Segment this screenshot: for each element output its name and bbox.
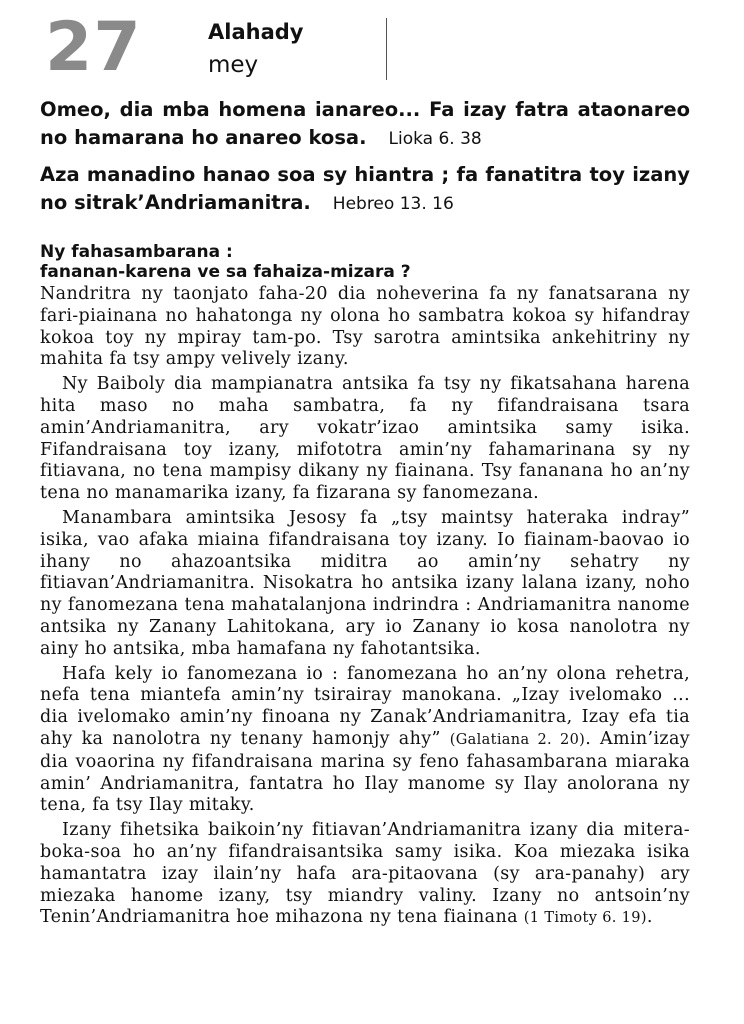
verse-reference: Lioka 6. 38 [388,129,482,149]
paragraph-text: Ny Baiboly dia mampianatra antsika fa tsy ny fikatsahana harena hita maso no maha sambatra, fa ny fifandraisana tsara amin’Andriamanitra, ary vokatr’izao amintsika samy isika. Fifandraisana toy izany, mifototra amin’ny fahamarinana sy ny fitiavana, no tena mampisy dikany ny fiainana. Tsy fananana ho an’ny tena no manamarika izany, fa fizarana sy fanomezana. [40,374,690,504]
heading-line-2: fananan-karena ve sa fahaiza-mizara ? [40,262,411,282]
paragraph-2 [40,374,690,505]
paragraph-1 [40,284,690,371]
scripture-citation: (1 Timoty 6. 19) [523,910,647,927]
paragraph-text: Manambara amintsika Jesosy fa „tsy maintsy hateraka indray” isika, vao afaka miaina fifandraisana toy izany. Io fiainam-baovao io ihany no ahazoantsika miditra ao amin’ny sehatry ny fitiavan’Andriamanitra. Nisokatra ho antsika izany lalana izany, noho ny fanomezana tena mahatalanjona indrindra : Andriamanitra nanome antsika ny Zanany Lahitokana, ary io Zanany io kosa nanolotra ny ainy ho antsika, mba hamafana ny fahotantsika. [40,507,690,659]
body-text [40,284,690,930]
weekday-label: Alahady [208,20,304,44]
section-heading [40,242,690,282]
paragraph-4 [40,664,690,818]
verse-reference: Hebreo 13. 16 [332,194,454,214]
day-number: 27 [45,8,142,87]
verse-text: Omeo, dia mba homena ianareo... Fa izay fatra ataonareo no hamarana ho anareo kosa. [40,98,690,149]
devotional-page [40,8,691,933]
paragraph-text-after: . Amin’izay dia voaorina ny fifandraisana marina sy feno fahasambarana miaraka amin’ Andriamanitra, fantatra ho Ilay manome sy Ilay anolorana ny tena, fa tsy Ilay mitaky. [40,728,691,816]
date-header [40,8,690,96]
paragraph-text: Hafa kely io fanomezana io : fanomezana ho an’ny olona rehetra, nefa tena miantefa amin’ny tsirairay manokana. „Izay ivelomako ... dia ivelomako amin’ny finoana ny Zanak’Andriamanitra, Izay efa tia ahy ka nanolotra ny tenany hamonjy ahy” [40,663,690,749]
heading-line-1: Ny fahasambarana : [40,242,233,262]
paragraph-5 [40,820,690,930]
month-label: mey [208,52,259,78]
verse-1 [40,96,690,153]
paragraph-3 [40,508,690,661]
verse-text: Aza manadino hanao soa sy hiantra ; fa fanatitra toy izany no sitrak’Andriamanitra. [40,163,690,214]
paragraph-text: Izany fihetsika baikoin’ny fitiavan’Andriamanitra izany dia mitera-boka-soa ho an’ny fifandraisantsika samy isika. Koa miezaka isika hamantatra izay ilain’ny hafa ara-pitaovana (sy ara-panahy) ary miezaka hanome izany, tsy miandry valiny. Izany no antsoin’ny Tenin’Andriamanitra hoe mihazona ny tena fiainana [40,820,690,928]
verse-2 [40,161,690,218]
paragraph-text-after: . [646,907,653,928]
scripture-citation: (Galatiana 2. 20) [449,731,586,748]
paragraph-text: Nandritra ny taonjato faha-20 dia noheverina fa ny fanatsarana ny fari-piainana no hahatonga ny olona ho sambatra kokoa sy hifandray kokoa toy ny mpiray tam-po. Tsy sarotra amintsika ankehitriny ny mahita fa tsy ampy velively izany. [40,284,690,370]
header-divider [386,18,387,80]
